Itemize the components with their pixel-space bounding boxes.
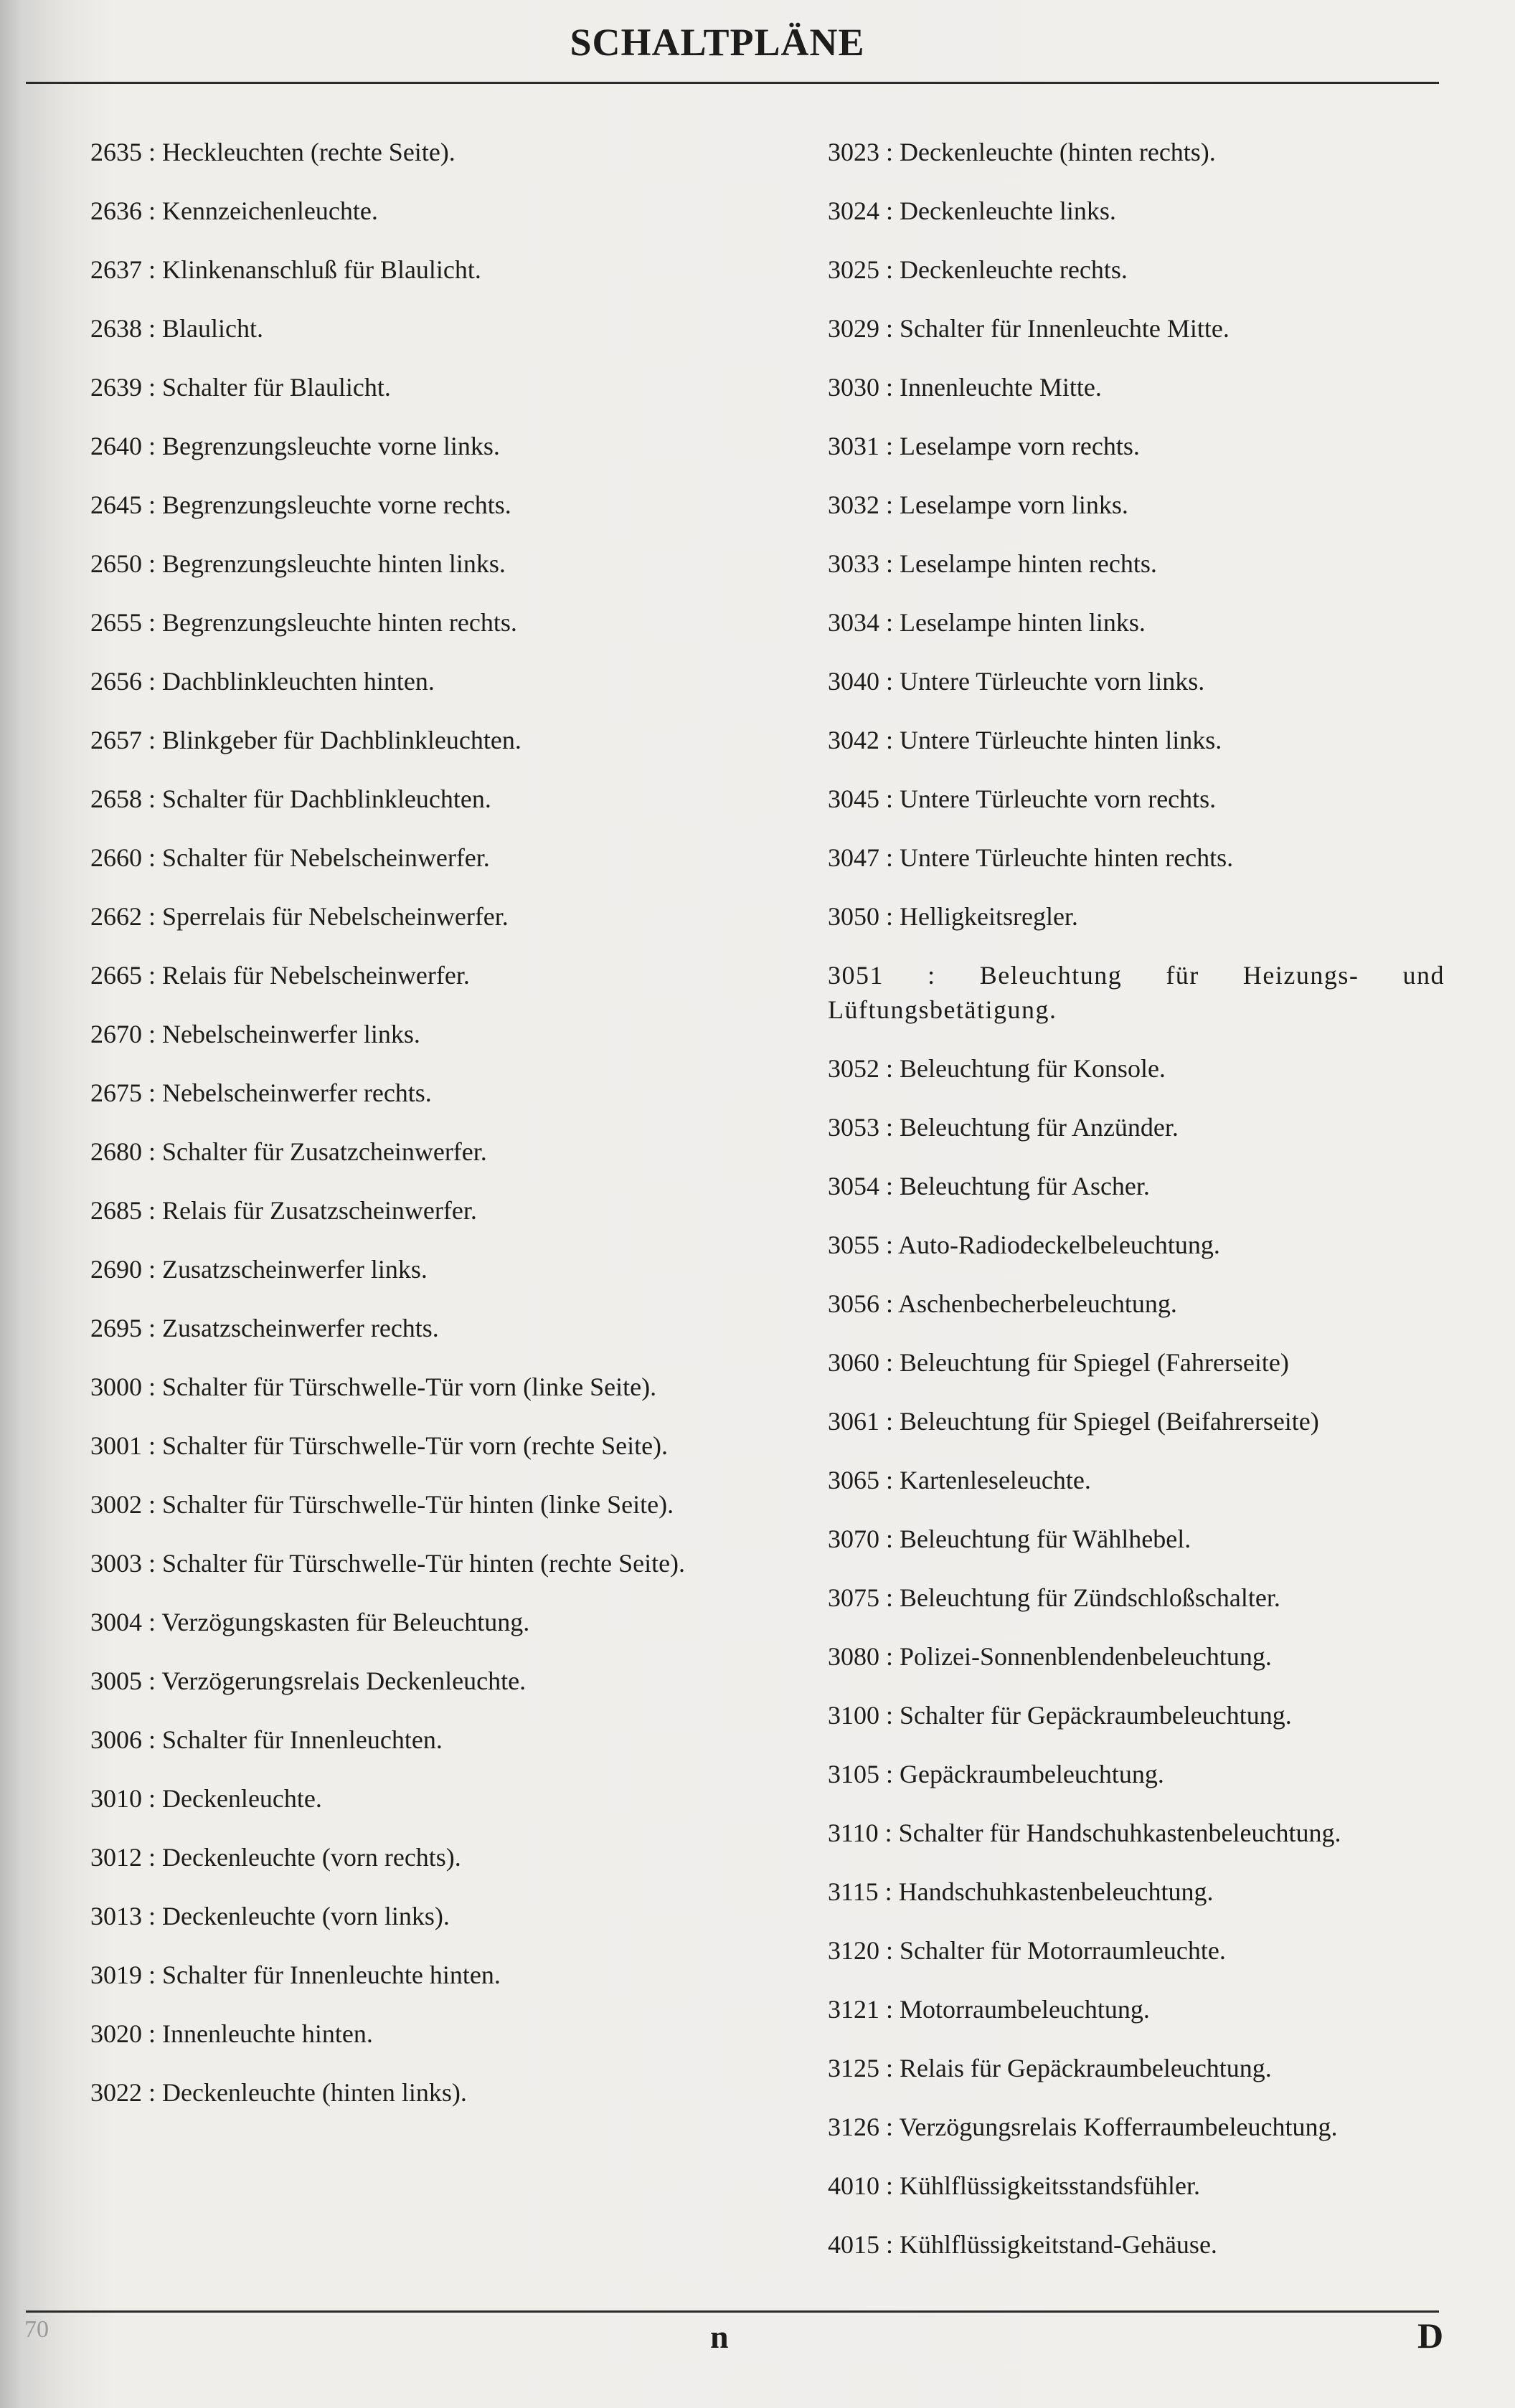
page-number-edge: 70 <box>24 2316 49 2343</box>
legend-entry: 3061 : Beleuchtung für Spiegel (Beifahrerseite) <box>828 1407 1319 1436</box>
page-title: SCHALTPLÄNE <box>570 21 865 64</box>
legend-entry: 3126 : Verzögungsrelais Kofferraumbeleuchtung. <box>828 2113 1338 2141</box>
legend-entry: 3080 : Polizei-Sonnenblendenbeleuchtung. <box>828 1642 1272 1671</box>
legend-entry: 3031 : Leselampe vorn rechts. <box>828 432 1140 460</box>
legend-entry: 3100 : Schalter für Gepäckraumbeleuchtung. <box>828 1701 1292 1730</box>
legend-entry: 3002 : Schalter für Türschwelle-Tür hinten (linke Seite). <box>90 1490 674 1519</box>
legend-entry: 4015 : Kühlflüssigkeitstand-Gehäuse. <box>828 2230 1217 2259</box>
legend-entry: 2635 : Heckleuchten (rechte Seite). <box>90 138 456 166</box>
legend-entry: 3003 : Schalter für Türschwelle-Tür hinten (rechte Seite). <box>90 1549 686 1578</box>
legend-entry: 2675 : Nebelscheinwerfer rechts. <box>90 1079 432 1107</box>
legend-entry: 3040 : Untere Türleuchte vorn links. <box>828 667 1205 696</box>
legend-entry: 3120 : Schalter für Motorraumleuchte. <box>828 1936 1226 1965</box>
legend-entry: 3060 : Beleuchtung für Spiegel (Fahrerseite) <box>828 1348 1289 1377</box>
legend-entry: 3050 : Helligkeitsregler. <box>828 902 1078 931</box>
legend-entry: 3047 : Untere Türleuchte hinten rechts. <box>828 843 1234 872</box>
legend-entry: 2640 : Begrenzungsleuchte vorne links. <box>90 432 500 460</box>
legend-entry: 3034 : Leselampe hinten links. <box>828 608 1146 637</box>
legend-entry: 3042 : Untere Türleuchte hinten links. <box>828 726 1222 754</box>
legend-entry: 3030 : Innenleuchte Mitte. <box>828 373 1102 402</box>
legend-entry: 2637 : Klinkenanschluß für Blaulicht. <box>90 255 481 284</box>
legend-entry: 3010 : Deckenleuchte. <box>90 1784 322 1813</box>
legend-entry: 3033 : Leselampe hinten rechts. <box>828 549 1157 578</box>
legend-entry: 3000 : Schalter für Türschwelle-Tür vorn (linke Seite). <box>90 1373 657 1401</box>
legend-entry: 3022 : Deckenleuchte (hinten links). <box>90 2078 467 2107</box>
legend-entry: 3055 : Auto-Radiodeckelbeleuchtung. <box>828 1231 1220 1259</box>
legend-entry: 3045 : Untere Türleuchte vorn rechts. <box>828 785 1217 813</box>
legend-entry: 3110 : Schalter für Handschuhkastenbeleuchtung. <box>828 1819 1341 1847</box>
legend-entry: 2665 : Relais für Nebelscheinwerfer. <box>90 961 470 990</box>
legend-entry: 2680 : Schalter für Zusatzcheinwerfer. <box>90 1137 487 1166</box>
legend-entry: 2658 : Schalter für Dachblinkleuchten. <box>90 785 491 813</box>
legend-entry: 3029 : Schalter für Innenleuchte Mitte. <box>828 314 1230 343</box>
legend-entry: 3056 : Aschenbecherbeleuchtung. <box>828 1289 1177 1318</box>
legend-entry: 3115 : Handschuhkastenbeleuchtung. <box>828 1877 1214 1906</box>
legend-entry: 2645 : Begrenzungsleuchte vorne rechts. <box>90 490 511 519</box>
legend-entry: 2662 : Sperrelais für Nebelscheinwerfer. <box>90 902 509 931</box>
legend-entry: 3032 : Leselampe vorn links. <box>828 490 1128 519</box>
legend-entry: 4010 : Kühlflüssigkeitsstandsfühler. <box>828 2171 1200 2200</box>
legend-entry: 3125 : Relais für Gepäckraumbeleuchtung. <box>828 2054 1272 2082</box>
legend-entry: 3020 : Innenleuchte hinten. <box>90 2019 373 2048</box>
legend-entry: 3065 : Kartenleseleuchte. <box>828 1466 1091 1494</box>
header-rule <box>26 82 1439 84</box>
legend-entry: 3024 : Deckenleuchte links. <box>828 196 1116 225</box>
legend-entry: 2685 : Relais für Zusatzscheinwerfer. <box>90 1196 477 1225</box>
legend-entry: 3121 : Motorraumbeleuchtung. <box>828 1995 1150 2024</box>
legend-entry: 3054 : Beleuchtung für Ascher. <box>828 1172 1150 1200</box>
legend-entry: 3001 : Schalter für Türschwelle-Tür vorn (rechte Seite). <box>90 1431 669 1460</box>
legend-entry: 3012 : Deckenleuchte (vorn rechts). <box>90 1843 461 1872</box>
legend-entry: 3019 : Schalter für Innenleuchte hinten. <box>90 1961 501 1989</box>
footer-center-mark: n <box>710 2318 729 2355</box>
right-column <box>828 135 1445 2286</box>
legend-entry: 2655 : Begrenzungsleuchte hinten rechts. <box>90 608 517 637</box>
legend-entry: 2690 : Zusatzscheinwerfer links. <box>90 1255 428 1284</box>
legend-entry: 3006 : Schalter für Innenleuchten. <box>90 1725 443 1754</box>
legend-entry: 2656 : Dachblinkleuchten hinten. <box>90 667 435 696</box>
legend-entry: 2660 : Schalter für Nebelscheinwerfer. <box>90 843 490 872</box>
legend-entry: 2670 : Nebelscheinwerfer links. <box>90 1020 420 1048</box>
legend-entry: 3013 : Deckenleuchte (vorn links). <box>90 1902 450 1930</box>
legend-entry: 3052 : Beleuchtung für Konsole. <box>828 1054 1166 1083</box>
legend-entry: 3070 : Beleuchtung für Wählhebel. <box>828 1525 1191 1553</box>
legend-entry: 2650 : Begrenzungsleuchte hinten links. <box>90 549 506 578</box>
legend-entry: 3023 : Deckenleuchte (hinten rechts). <box>828 138 1216 166</box>
footer-rule <box>26 2310 1439 2313</box>
legend-entry: 3105 : Gepäckraumbeleuchtung. <box>828 1760 1164 1788</box>
left-column <box>90 135 699 2134</box>
legend-entry: 2657 : Blinkgeber für Dachblinkleuchten. <box>90 726 521 754</box>
legend-entry: 2638 : Blaulicht. <box>90 314 263 343</box>
legend-entry: 3025 : Deckenleuchte rechts. <box>828 255 1128 284</box>
legend-entry: 3051 : Beleuchtung für Heizungs- und Lüftungsbetätigung. <box>828 961 1445 1024</box>
legend-entry: 3053 : Beleuchtung für Anzünder. <box>828 1113 1179 1142</box>
legend-entry: 2695 : Zusatzscheinwerfer rechts. <box>90 1314 439 1342</box>
footer-language-mark: D <box>1417 2315 1444 2356</box>
legend-entry: 3075 : Beleuchtung für Zündschloßschalter. <box>828 1583 1280 1612</box>
legend-entry: 3005 : Verzögerungsrelais Deckenleuchte. <box>90 1667 527 1695</box>
legend-entry: 2639 : Schalter für Blaulicht. <box>90 373 391 402</box>
legend-entry: 2636 : Kennzeichenleuchte. <box>90 196 378 225</box>
legend-entry: 3004 : Verzögungskasten für Beleuchtung. <box>90 1608 530 1636</box>
